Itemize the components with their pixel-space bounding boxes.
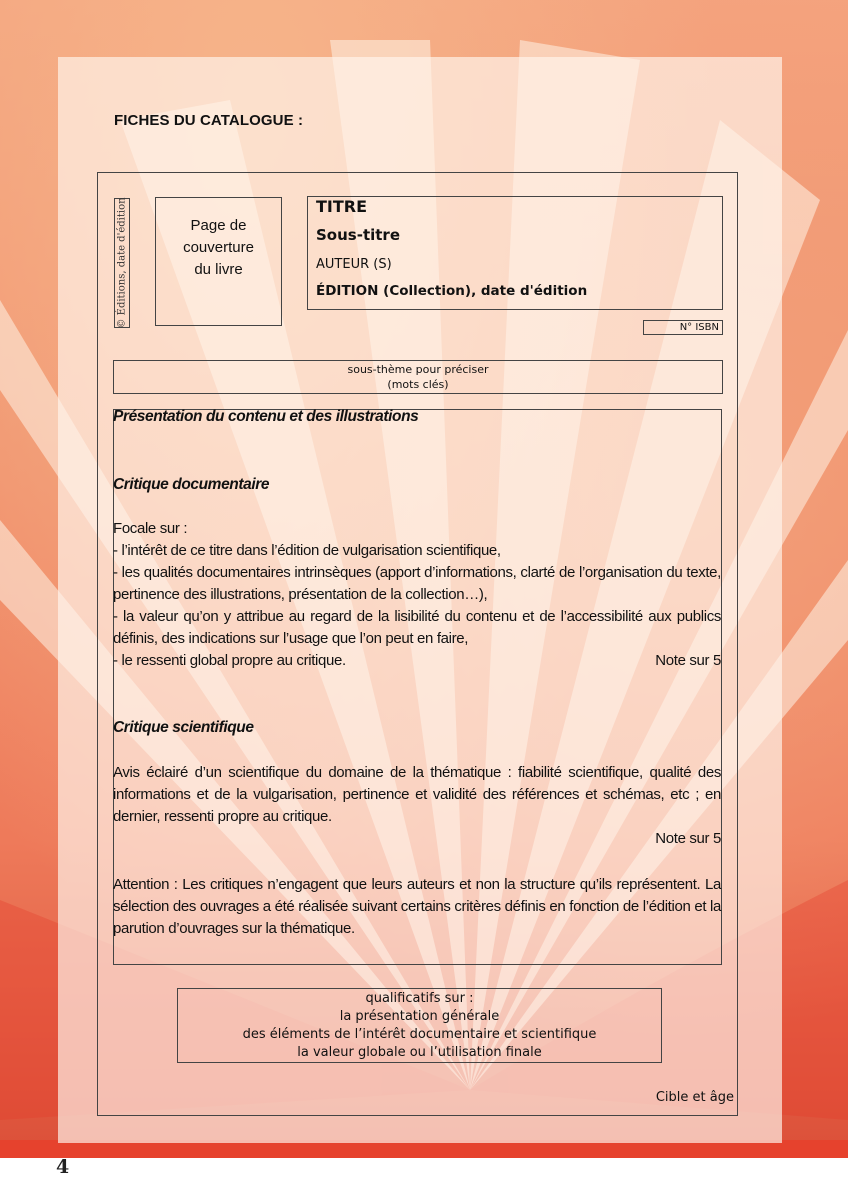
bullet-ressenti: - le ressenti global propre au critique. [113,652,346,669]
attention-disclaimer: Attention : Les critiques n’engagent que leurs auteurs et non la structure qu’ils représentent. La sélection des ouvrages a été réalisée suivant certains critères définis en fonction de l’édition et la parution d’ouvrages sur la thématique. [113,876,721,937]
note-documentaire: Note sur 5 [655,652,721,669]
isbn-field: N° ISBN [643,320,723,335]
qualificatifs-line: des éléments de l’intérêt documentaire et scientifique [242,1027,597,1042]
cover-line: du livre [194,261,243,278]
book-author: AUTEUR (S) [316,257,392,272]
qualificatifs-line: qualificatifs sur : [365,991,474,1006]
subtheme-keywords: (mots clés) [387,378,449,391]
note-scientifique: Note sur 5 [655,830,721,847]
focale-label: Focale sur : [113,520,188,537]
qualificatifs-line: la présentation générale [339,1009,500,1024]
cover-line: couverture [183,239,254,256]
avis-scientifique: Avis éclairé d’un scientifique du domaine de la thématique : fiabilité scientifique, qualité des informations et de la vulgarisation, pertinence et validité des références et schémas, etc ; en dernier, ressenti propre au critique. [113,764,721,825]
critique-scientifique-heading: Critique scientifique [113,719,254,736]
qualificatifs-line: la valeur globale ou l’utilisation finale [297,1045,542,1060]
bullet-interet: - l’intérêt de ce titre dans l’édition de vulgarisation scientifique, [113,542,501,559]
bullet-qualites: - les qualités documentaires intrinsèques (apport d’informations, clarté de l’organisation du texte, pertinence des illustrations, présentation de la collection…), [113,564,721,603]
critique-documentaire-heading: Critique documentaire [113,476,270,493]
edition-details: (Collection), date d'édition [378,283,588,299]
cover-placeholder [155,197,282,326]
bullet-ressenti-line [113,650,721,672]
edition-date-label-box [114,198,130,328]
page-heading: FICHES DU CATALOGUE : [114,112,304,129]
qualificatifs-box [177,988,662,1063]
book-edition [316,283,587,299]
subtheme-line: sous-thème pour préciser [347,363,489,376]
target-age-label: Cible et âge [655,1090,734,1105]
presentation-heading: Présentation du contenu et des illustrations [113,408,419,425]
title-block [307,196,723,310]
edition-label: ÉDITION [316,283,379,299]
subtheme-box [113,360,723,394]
edition-date-label: © Éditions, date d'édition [116,197,128,329]
bullet-valeur: - la valeur qu’on y attribue au regard de la lisibilité du contenu et de l’accessibilité aux publics définis, des indications sur l’usage que l’on peut en faire, [113,608,721,647]
book-title: TITRE [316,197,368,216]
page-number: 4 [56,1156,70,1178]
cover-line: Page de [190,217,247,234]
book-subtitle: Sous-titre [316,226,400,244]
